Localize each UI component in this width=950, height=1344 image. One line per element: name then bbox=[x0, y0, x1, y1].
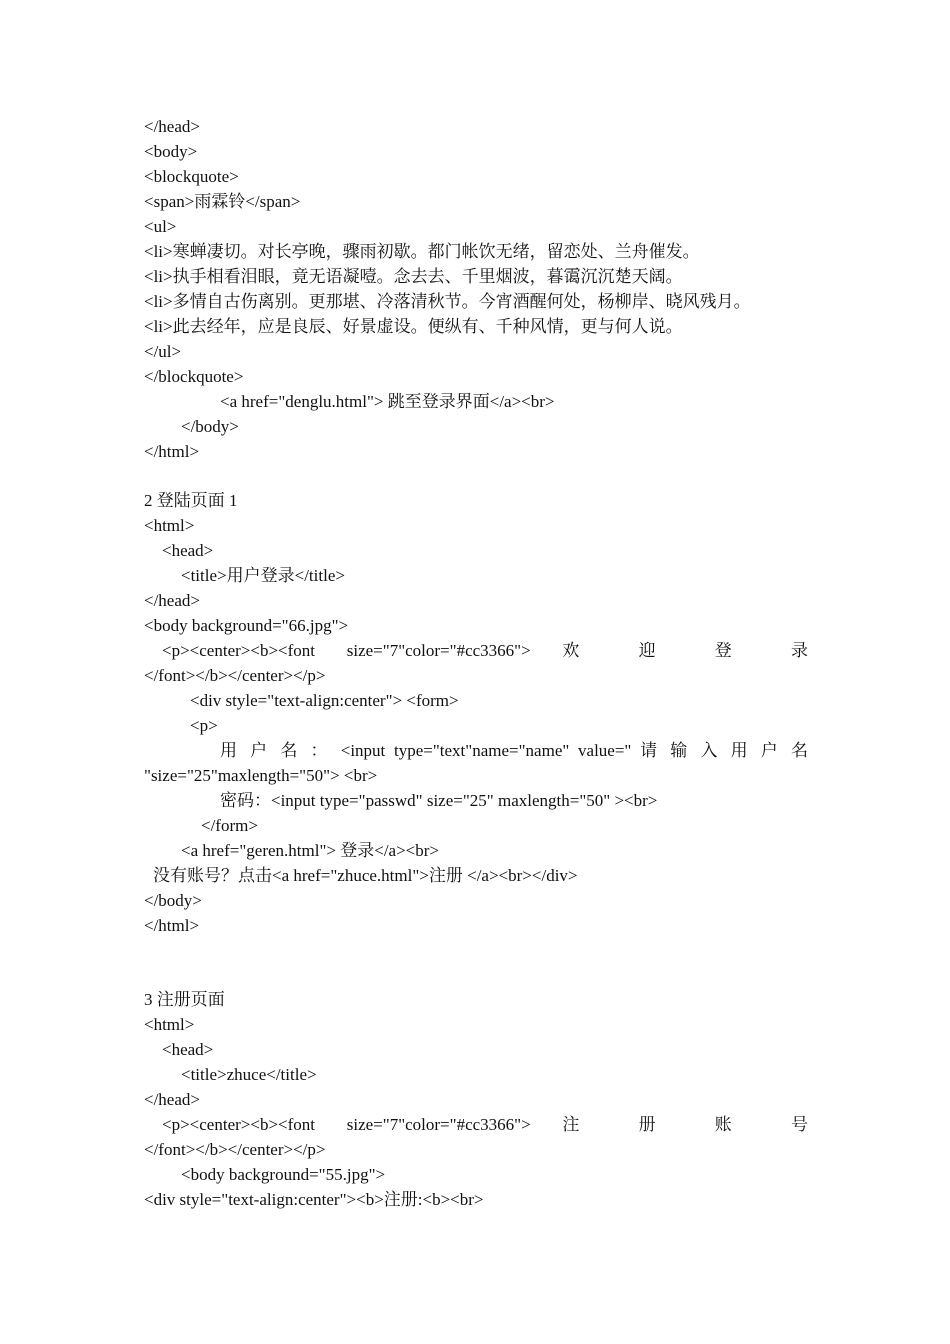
code-line: </html> bbox=[144, 916, 200, 935]
code-line: <blockquote> bbox=[144, 167, 239, 186]
code-line: </head> bbox=[144, 1090, 200, 1109]
code-line: </ul> bbox=[144, 342, 182, 361]
code-line: <div style="text-align:center"><b>注册:<b><br> bbox=[144, 1190, 484, 1209]
code-line: <li>寒蝉凄切。对长亭晚，骤雨初歇。都门帐饮无绪，留恋处、兰舟催发。 bbox=[144, 242, 700, 261]
code-line: </form> bbox=[201, 816, 258, 835]
code-line: </blockquote> bbox=[144, 367, 244, 386]
code-line: 密码：<input type="passwd" size="25" maxlength="50" ><br> bbox=[220, 791, 658, 810]
code-line: <span>雨霖铃</span> bbox=[144, 192, 301, 211]
code-line: </head> bbox=[144, 591, 200, 610]
code-line: </head> bbox=[144, 117, 200, 136]
code-line: <body background="66.jpg"> bbox=[144, 616, 349, 635]
code-line: <ul> bbox=[144, 217, 177, 236]
code-line: </font></b></center></p> bbox=[144, 666, 326, 685]
code-line: <title>用户登录</title> bbox=[181, 566, 345, 585]
code-line: <a href="denglu.html"> 跳至登录界面</a><br> bbox=[220, 392, 555, 411]
code-line: <div style="text-align:center"> <form> bbox=[190, 691, 459, 710]
section-heading: 3 注册页面 bbox=[144, 990, 225, 1009]
code-line: </html> bbox=[144, 442, 200, 461]
code-line: </font></b></center></p> bbox=[144, 1140, 326, 1159]
code-line: <p> bbox=[190, 716, 218, 735]
code-line: <body background="55.jpg"> bbox=[181, 1165, 386, 1184]
code-line: <title>zhuce</title> bbox=[181, 1065, 317, 1084]
code-line: <li>多情自古伤离别。更那堪、冷落清秋节。今宵酒醒何处，杨柳岸、晓风残月。 bbox=[144, 292, 751, 311]
code-line: <head> bbox=[162, 541, 214, 560]
code-line: <p><center><b><font size="7"color="#cc3366"> 注 册 账 号 bbox=[162, 1115, 808, 1134]
code-line: "size="25"maxlength="50"> <br> bbox=[144, 766, 378, 785]
code-line: <head> bbox=[162, 1040, 214, 1059]
code-line: <body> bbox=[144, 142, 198, 161]
code-line: 没有账号？点击<a href="zhuce.html">注册 </a><br></div> bbox=[153, 866, 578, 885]
code-line: </body> bbox=[144, 891, 202, 910]
section-heading: 2 登陆页面 1 bbox=[144, 491, 238, 510]
code-line: <li>此去经年，应是良辰、好景虚设。便纵有、千种风情，更与何人说。 bbox=[144, 317, 683, 336]
code-line: <p><center><b><font size="7"color="#cc3366"> 欢 迎 登 录 bbox=[162, 641, 808, 660]
code-line: 用 户 名 ： <input type="text"name="name" value=" 请 输 入 用 户 名 bbox=[220, 741, 808, 760]
code-line: <li>执手相看泪眼，竟无语凝噎。念去去、千里烟波，暮霭沉沉楚天阔。 bbox=[144, 267, 683, 286]
code-line: </body> bbox=[181, 417, 239, 436]
code-line: <html> bbox=[144, 1015, 195, 1034]
code-line: <html> bbox=[144, 516, 195, 535]
code-line: <a href="geren.html"> 登录</a><br> bbox=[181, 841, 440, 860]
